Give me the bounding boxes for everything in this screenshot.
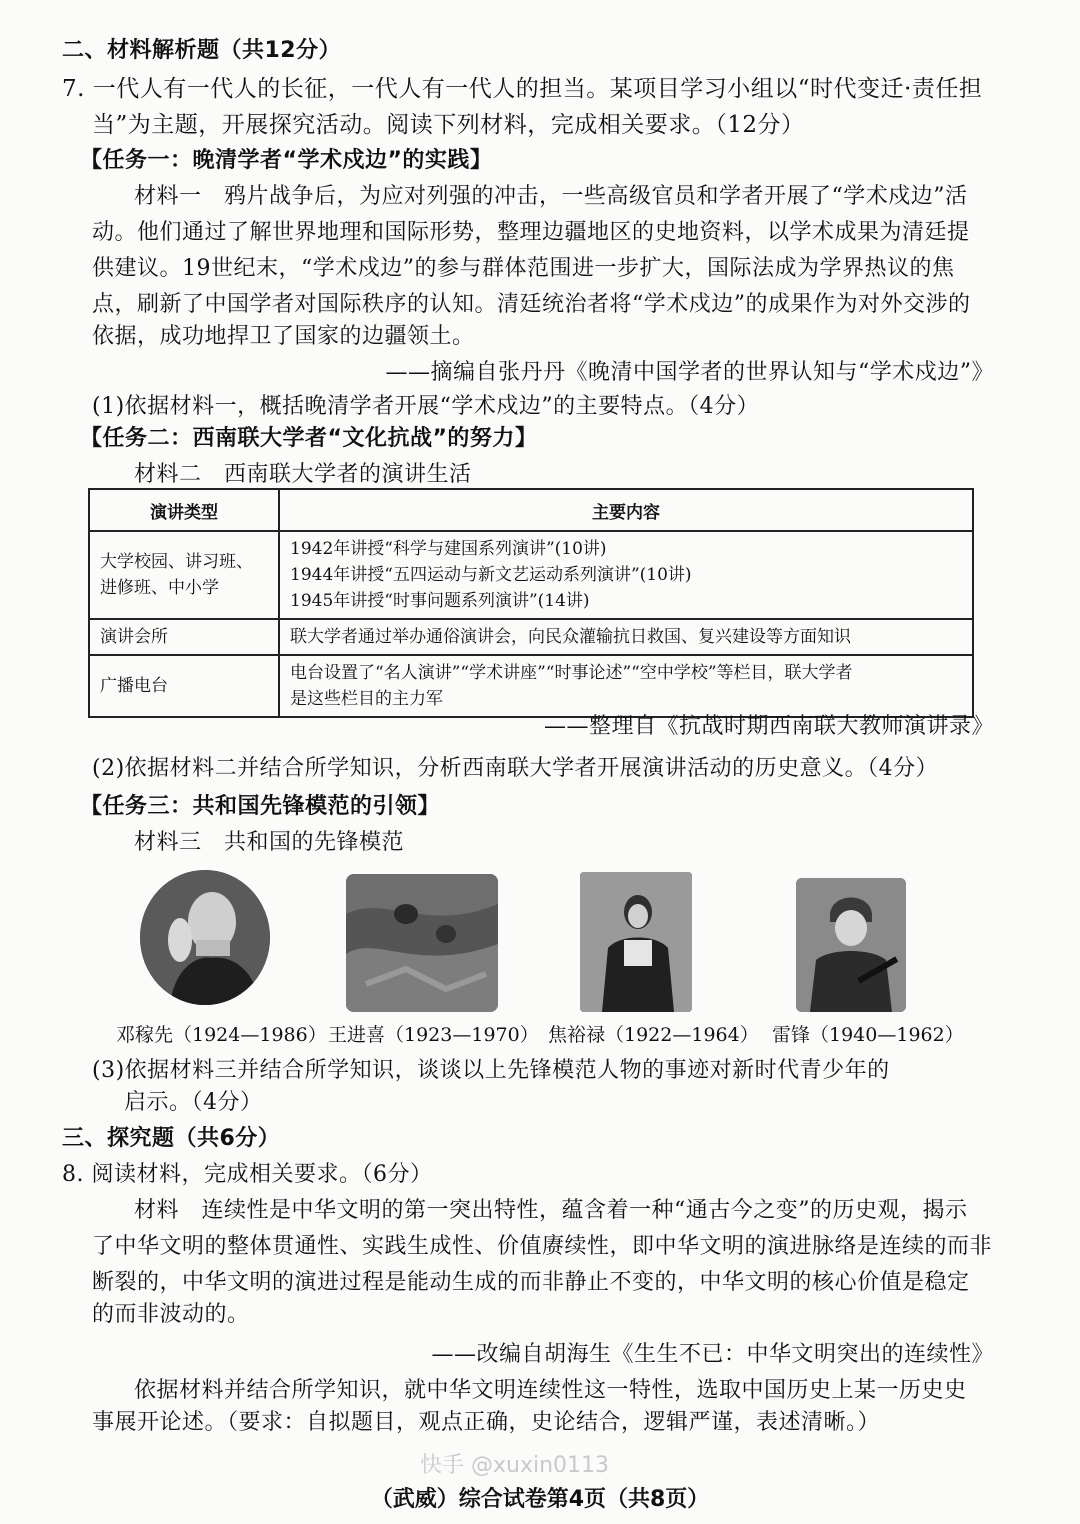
row-3-type: 广播电台 xyxy=(89,655,279,717)
material-3-label: 材料三 共和国的先锋模范 xyxy=(134,830,405,855)
portrait-photo-4 xyxy=(796,878,906,1012)
table-header-row xyxy=(89,489,973,531)
q7-line-1: 7. 一代人有一代人的长征，一代人有一代人的担当。某项目学习小组以“时代变迁·责任担 xyxy=(62,76,983,102)
caption-person-4: 雷锋（1940—1962） xyxy=(772,1024,964,1046)
material-1-line-1: 材料一 鸦片战争后，为应对列强的冲击，一些高级官员和学者开展了“学术戍边”活 xyxy=(134,184,968,209)
portrait-photo-2 xyxy=(346,874,498,1012)
row-1-content xyxy=(279,531,973,619)
portrait-photo-1 xyxy=(140,870,270,1005)
question-1: (1)依据材料一，概括晚清学者开展“学术戍边”的主要特点。（4分） xyxy=(92,394,760,419)
requirement-line-2: 事展开论述。（要求：自拟题目，观点正确，史论结合，逻辑严谨，表述清晰。） xyxy=(92,1410,881,1435)
row-2-type: 演讲会所 xyxy=(89,619,279,655)
q7-line-2: 当”为主题，开展探究活动。阅读下列材料，完成相关要求。（12分） xyxy=(92,112,805,138)
row-2-content: 联大学者通过举办通俗演讲会，向民众灌输抗日救国、复兴建设等方面知识 xyxy=(279,619,973,655)
material-1-line-2: 动。他们通过了解世界地理和国际形势，整理边疆地区的史地资料，以学术成果为清廷提 xyxy=(92,220,970,245)
row-1-content-line-1: 1942年讲授“科学与建国系列演讲”(10讲) xyxy=(290,539,607,559)
page-footer: （武威）综合试卷第4页（共8页） xyxy=(370,1487,710,1512)
section-2-title: 二、材料解析题（共12分） xyxy=(62,38,342,63)
table-row xyxy=(89,655,973,717)
header-lecture-type: 演讲类型 xyxy=(89,489,279,531)
material-2-label: 材料二 西南联大学者的演讲生活 xyxy=(134,462,472,487)
material-1-source: ——摘编自张丹丹《晚清中国学者的世界认知与“学术戍边”》 xyxy=(385,360,994,385)
table-row xyxy=(89,531,973,619)
row-3-content xyxy=(279,655,973,717)
question-2: (2)依据材料二并结合所学知识，分析西南联大学者开展演讲活动的历史意义。（4分） xyxy=(92,756,939,781)
question-3-line-1: (3)依据材料三并结合所学知识，谈谈以上先锋模范人物的事迹对新时代青少年的 xyxy=(92,1058,890,1083)
caption-person-2: 王进喜（1923—1970） xyxy=(328,1024,539,1046)
row-3-content-line-2: 是这些栏目的主力军 xyxy=(290,689,443,709)
question-3-line-2: 启示。（4分） xyxy=(124,1090,263,1115)
row-1-content-line-3: 1945年讲授“时事问题系列演讲”(14讲) xyxy=(290,591,590,611)
lecture-table xyxy=(88,488,974,718)
material-line-4: 的而非波动的。 xyxy=(92,1302,250,1327)
portrait-image xyxy=(346,874,498,1012)
row-1-type-line-2: 进修班、中小学 xyxy=(100,578,219,598)
row-1-type xyxy=(89,531,279,619)
section-3-title: 三、探究题（共6分） xyxy=(62,1126,281,1151)
material-1-line-4: 点，刷新了中国学者对国际秩序的认知。清廷统治者将“学术戍边”的成果作为对外交涉的 xyxy=(92,292,971,317)
material-source: ——改编自胡海生《生生不已：中华文明突出的连续性》 xyxy=(431,1342,994,1367)
task-3-title: 【任务三：共和国先锋模范的引领】 xyxy=(80,794,441,819)
task-1-title: 【任务一：晚清学者“学术戍边”的实践】 xyxy=(80,148,493,173)
header-main-content: 主要内容 xyxy=(279,489,973,531)
row-1-type-line-1: 大学校园、讲习班、 xyxy=(100,552,253,572)
q8-prompt: 8. 阅读材料，完成相关要求。（6分） xyxy=(62,1162,433,1187)
portrait-image xyxy=(140,870,270,1005)
portrait-image xyxy=(580,872,692,1012)
table-row xyxy=(89,619,973,655)
requirement-line-1: 依据材料并结合所学知识，就中华文明连续性这一特性，选取中国历史上某一历史史 xyxy=(134,1378,967,1403)
caption-person-1: 邓稼先（1924—1986） xyxy=(116,1024,327,1046)
material-line-3: 断裂的，中华文明的演进过程是能动生成的而非静止不变的，中华文明的核心价值是稳定 xyxy=(92,1270,970,1295)
material-2-source: ——整理自《抗战时期西南联大教师演讲录》 xyxy=(543,714,994,739)
material-line-1: 材料 连续性是中华文明的第一突出特性，蕴含着一种“通古今之变”的历史观，揭示 xyxy=(134,1198,968,1223)
row-3-content-line-1: 电台设置了“名人演讲”“学术讲座”“时事论述”“空中学校”等栏目，联大学者 xyxy=(290,663,853,683)
material-line-2: 了中华文明的整体贯通性、实践生成性、价值赓续性，即中华文明的演进脉络是连续的而非 xyxy=(92,1234,993,1259)
task-2-title: 【任务二：西南联大学者“文化抗战”的努力】 xyxy=(80,426,538,451)
material-1-line-3: 供建议。19世纪末，“学术戍边”的参与群体范围进一步扩大，国际法成为学界热议的焦 xyxy=(92,256,955,281)
portrait-photo-3 xyxy=(580,872,692,1012)
portrait-image xyxy=(796,878,906,1012)
material-1-line-5: 依据，成功地捍卫了国家的边疆领土。 xyxy=(92,324,475,349)
row-1-content-line-2: 1944年讲授“五四运动与新文艺运动系列演讲”(10讲) xyxy=(290,565,692,585)
watermark: 快手 @xuxin0113 xyxy=(420,1453,610,1478)
caption-person-3: 焦裕禄（1922—1964） xyxy=(548,1024,759,1046)
